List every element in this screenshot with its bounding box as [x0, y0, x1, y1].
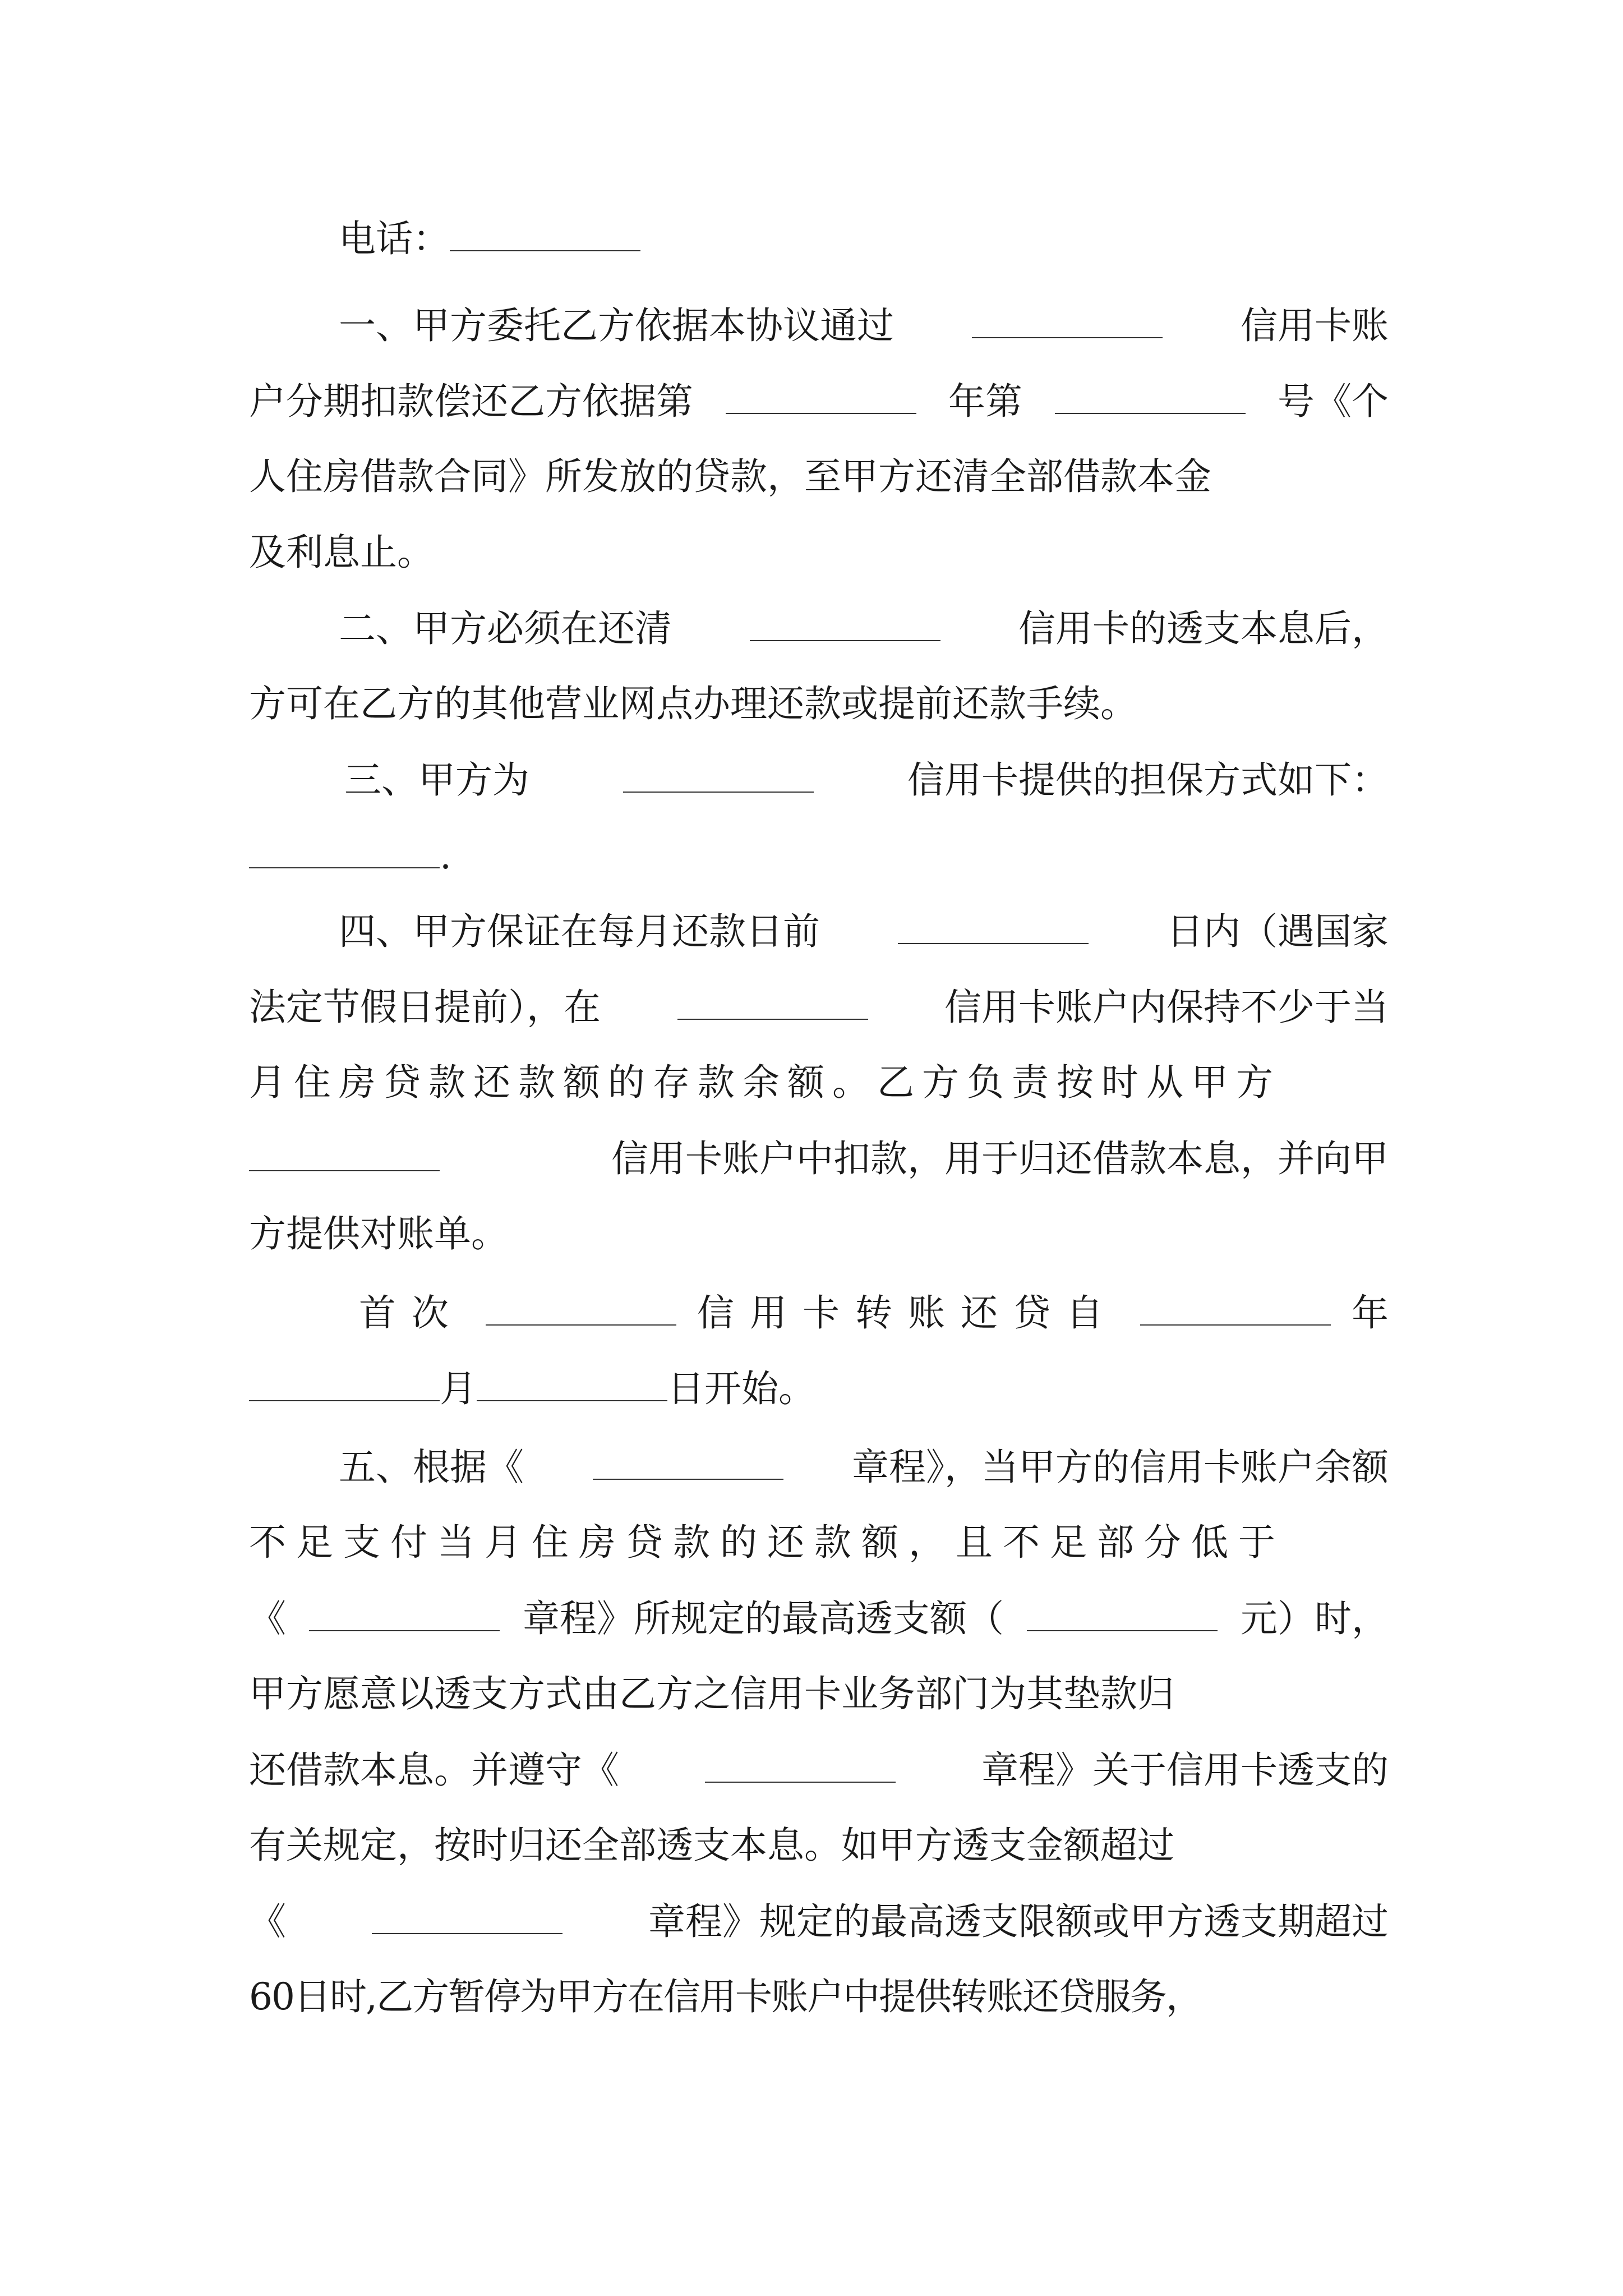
phone-line	[0, 213, 1623, 264]
fill-blank	[726, 376, 916, 414]
clause-5-line-2	[0, 1517, 1623, 1568]
clause-5-line-7	[0, 1896, 1623, 1947]
text-segment: 年第	[948, 380, 1022, 423]
clause-2-line-1	[0, 603, 1623, 654]
text-segment: 日内（遇国家	[1166, 910, 1389, 953]
text-segment: 信用卡账户内保持不少于当	[944, 986, 1389, 1029]
clause-1-line-3	[0, 452, 1623, 502]
clause-5-line-8	[0, 1972, 1623, 2022]
clause-2-line-2	[0, 679, 1623, 729]
clause-4-line-4	[0, 1133, 1623, 1184]
text-segment: 日开始。	[667, 1367, 815, 1410]
text-segment: 信用卡提供的担保方式如下：	[907, 758, 1389, 802]
phone-label: 电话：	[339, 217, 450, 260]
text-segment: 五、根据《	[339, 1446, 524, 1489]
fill-blank	[705, 1745, 896, 1783]
clause-1-line-1	[0, 300, 1623, 351]
clause-1-line-2	[0, 376, 1623, 426]
text-segment: 月住房贷款还款额的存款余额。乙方负责按时从甲方	[249, 1061, 1281, 1104]
text-segment: 《	[249, 1597, 286, 1640]
fill-blank	[1027, 1593, 1218, 1631]
fill-blank	[486, 1287, 676, 1326]
fill-blank	[593, 1442, 783, 1480]
clause-4-line-3	[0, 1057, 1623, 1108]
text-segment: 月	[440, 1367, 477, 1410]
clause-4-line-2	[0, 982, 1623, 1032]
text-segment: 一、甲方委托乙方依据本协议通过	[339, 304, 894, 347]
text-segment: 《	[249, 1900, 286, 1943]
text-segment: 有关规定，按时归还全部透支本息。如甲方透支金额超过	[249, 1824, 1174, 1867]
clause-3-line-1	[0, 754, 1623, 805]
clause-5-line-5	[0, 1745, 1623, 1795]
fill-blank	[1055, 376, 1246, 414]
clause-5-line-4	[0, 1669, 1623, 1719]
phone-blank	[450, 213, 640, 251]
first-transfer-line-1	[0, 1287, 1623, 1338]
text-segment: 信用卡账	[1241, 304, 1389, 347]
text-segment: 信用卡的透支本息后，	[1018, 607, 1389, 650]
clause-1-line-4	[0, 527, 1623, 578]
text-segment: 60日时,乙方暂停为甲方在信用卡账户中提供转账还贷服务，	[249, 1975, 1202, 2018]
fill-blank	[372, 1896, 562, 1934]
clause-4-line-1	[0, 906, 1623, 956]
fill-blank	[898, 906, 1089, 944]
text-segment: 二、甲方必须在还清	[339, 607, 672, 650]
text-segment: 甲方愿意以透支方式由乙方之信用卡业务部门为其垫款归	[249, 1672, 1174, 1715]
text-segment: 三、甲方为	[344, 758, 529, 802]
text-segment: 首次	[359, 1291, 464, 1335]
text-segment: 元）时，	[1241, 1597, 1389, 1640]
text-segment: 人住房借款合同》所发放的贷款，至甲方还清全部借款本金	[249, 455, 1211, 498]
fill-blank	[623, 754, 814, 793]
text-segment: 户分期扣款偿还乙方依据第	[249, 380, 693, 423]
fill-blank	[677, 982, 868, 1020]
text-segment: 号《个	[1278, 380, 1389, 423]
text-segment: 及利息止。	[249, 531, 434, 574]
clause-5-line-6	[0, 1820, 1623, 1871]
text-segment: 不足支付当月住房贷款的还款额，且不足部分低于	[249, 1521, 1285, 1564]
text-segment: 方可在乙方的其他营业网点办理还款或提前还款手续。	[249, 682, 1137, 725]
text-segment: 章程》，当甲方的信用卡账户余额	[852, 1446, 1389, 1489]
text-segment: .	[440, 834, 451, 877]
text-segment: 还借款本息。并遵守《	[249, 1749, 619, 1792]
clause-5-line-3	[0, 1593, 1623, 1644]
fill-blank	[1140, 1287, 1331, 1326]
text-segment: 信用卡账户中扣款，用于归还借款本息，并向甲	[611, 1137, 1389, 1180]
fill-blank	[972, 300, 1163, 338]
text-segment: 方提供对账单。	[249, 1212, 508, 1255]
text-segment: 信用卡转账还贷自	[697, 1291, 1119, 1335]
clause-4-line-5	[0, 1209, 1623, 1259]
fill-blank	[249, 1363, 440, 1401]
first-transfer-line-2	[0, 1363, 1623, 1414]
text-segment: 章程》所规定的最高透支额（	[523, 1597, 1004, 1640]
fill-blank	[309, 1593, 500, 1631]
text-segment: 章程》关于信用卡透支的	[981, 1749, 1389, 1792]
clause-3-line-2	[0, 830, 1623, 881]
clause-5-line-1	[0, 1442, 1623, 1492]
fill-blank	[249, 1133, 440, 1171]
text-segment: 四、甲方保证在每月还款日前	[339, 910, 820, 953]
fill-blank	[249, 830, 440, 868]
fill-blank	[750, 603, 940, 641]
text-segment: 章程》规定的最高透支限额或甲方透支期超过	[648, 1900, 1389, 1943]
text-segment: 年	[1352, 1291, 1389, 1335]
text-segment: 法定节假日提前），在	[249, 986, 601, 1029]
fill-blank	[477, 1363, 667, 1401]
